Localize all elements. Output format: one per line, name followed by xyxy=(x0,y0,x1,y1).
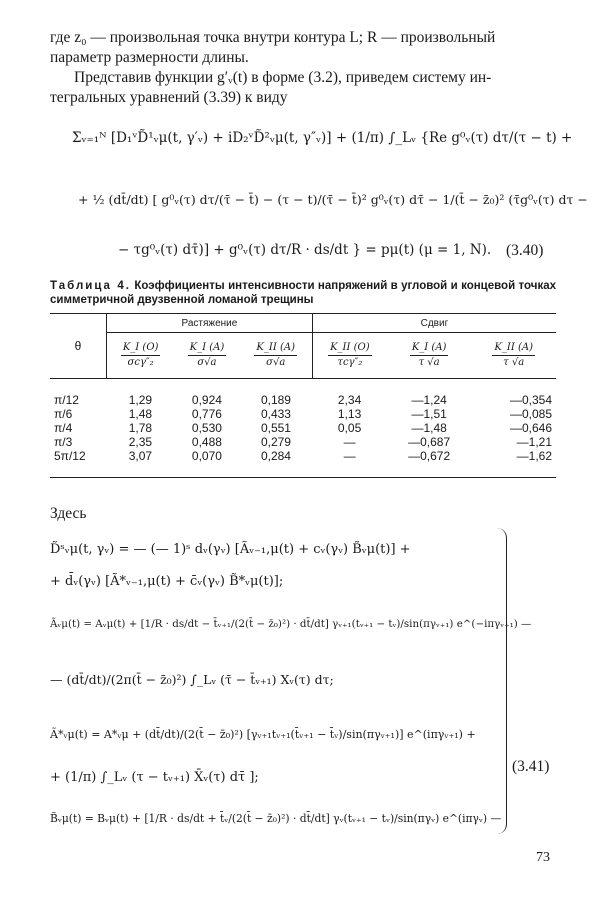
intro-line-4: тегральных уравнений (3.39) к виду xyxy=(50,89,288,106)
cell: 0,189 xyxy=(260,393,291,407)
header-col-1-den: σcγ″₂ xyxy=(127,357,154,368)
header-col-1 xyxy=(107,333,175,379)
equation-3-40-row-2: + ½ (dt̄/dt) [ g⁰ᵥ(τ) dτ/(τ̄ − t̄) − (τ − t)/(τ̄ − t̄)² g⁰ᵥ(τ) dτ̄ − 1/(t̄ − z̄₀)² (τ̄g⁰ᵥ(τ) dτ − xyxy=(78,192,588,207)
equation-3-41-line-2: + d̄ᵥ(γᵥ) [Ã*ᵥ₋₁,μ(t) + c̄ᵥ(γᵥ) B̃*ᵥμ(t)]; xyxy=(50,574,284,589)
equation-3-41-line-5: Ã*ᵥμ(t) = A*ᵥμ + (dt̄/dt)/(2(t̄ − z̄₀)²) [γᵥ₊₁tᵥ₊₁(t̄ᵥ₊₁ − t̄ᵥ)/sin(πγᵥ₊₁)] e^(iπγᵥ₊₁) + xyxy=(50,728,476,741)
cell: 3,07 xyxy=(128,449,153,463)
table-row xyxy=(50,435,556,449)
cell: —0,646 xyxy=(509,421,552,435)
header-col-4 xyxy=(312,333,386,379)
intro-line-3: Представив функции g′ᵥ(t) в форме (3.2), приведем систему ин- xyxy=(74,69,492,86)
cell-theta: π/6 xyxy=(54,407,73,421)
system-brace xyxy=(496,528,507,834)
cell: — xyxy=(343,435,356,449)
table-row xyxy=(50,393,556,407)
cell: 0,05 xyxy=(337,421,362,435)
table-caption-text: Коэффициенты интенсивности напряжений в угловой и концевой точках симметричной двузвенной ломаной трещины xyxy=(50,280,556,306)
cell: 1,29 xyxy=(128,393,153,407)
header-group-tension: Растяжение xyxy=(107,314,313,333)
cell-theta: π/3 xyxy=(54,435,73,449)
header-group-shear: Сдвиг xyxy=(312,314,556,333)
page-number: 73 xyxy=(536,850,550,865)
table-row xyxy=(50,421,556,435)
equation-number-3-40: (3.40) xyxy=(506,242,544,259)
cell-theta: 5π/12 xyxy=(54,449,86,463)
header-col-2-den: σ√a xyxy=(197,357,217,368)
cell: 0,776 xyxy=(191,407,222,421)
cell-theta: π/4 xyxy=(54,421,73,435)
cell: 0,488 xyxy=(191,435,222,449)
here-label: Здесь xyxy=(50,505,87,522)
header-col-6 xyxy=(471,333,556,379)
equation-number-3-41: (3.41) xyxy=(512,758,550,775)
header-col-3 xyxy=(240,333,313,379)
equation-3-41-line-6: + (1/π) ∫_Lᵥ (τ − tᵥ₊₁) X̄ᵥ(τ) dτ̄ ]; xyxy=(50,770,259,785)
intro-line-2: параметр размерности длины. xyxy=(50,49,249,66)
cell: —1,62 xyxy=(516,449,552,463)
cell: 1,78 xyxy=(128,421,153,435)
cell: 2,35 xyxy=(128,435,153,449)
table-caption-title: Таблица 4. xyxy=(50,280,131,292)
table-row xyxy=(50,407,556,421)
cell: 0,279 xyxy=(260,435,291,449)
cell: —0,672 xyxy=(408,449,451,463)
cell: —0,085 xyxy=(509,407,552,421)
cell: —1,21 xyxy=(516,435,552,449)
cell: —1,51 xyxy=(411,407,447,421)
cell: 0,530 xyxy=(191,421,222,435)
cell: 0,924 xyxy=(191,393,222,407)
cell: 1,48 xyxy=(128,407,153,421)
equation-3-40-row-3: − τg⁰ᵥ(τ) dτ̄)] + g⁰ᵥ(τ) dτ/R · ds/dt } = pμ(t) (μ = 1, N). xyxy=(118,242,492,258)
header-col-6-num: K_II (A) xyxy=(492,341,535,356)
equation-3-40-row-1: Σᵥ₌₁ᴺ [D₁ᵛD̃¹ᵥμ(t, γ′ᵥ) + iD₂ᵛD̃²ᵥμ(t, γ″ᵥ)] + (1/π) ∫_Lᵥ {Re g⁰ᵥ(τ) dτ/(τ − t) + xyxy=(72,130,573,146)
equation-3-41-line-1: D̃ˢᵥμ(t, γᵥ) = — (— 1)ˢ dᵥ(γᵥ) [Ãᵥ₋₁,μ(t) + cᵥ(γᵥ) B̃ᵥμ(t)] + xyxy=(50,542,411,557)
header-col-3-den: σ√a xyxy=(266,357,286,368)
intro-line-1: где z₀ — произвольная точка внутри контура L; R — произвольный xyxy=(50,29,496,46)
cell: — xyxy=(343,449,356,463)
header-col-2 xyxy=(174,333,239,379)
intensity-table xyxy=(50,313,556,478)
table-caption xyxy=(50,279,556,307)
table-row xyxy=(50,449,556,463)
cell-theta: π/12 xyxy=(54,393,79,407)
header-col-5-den: τ √a xyxy=(418,357,440,368)
header-col-4-num: K_II (O) xyxy=(328,341,372,356)
header-col-1-num: K_I (O) xyxy=(121,341,161,356)
cell: 0,433 xyxy=(260,407,291,421)
cell: —0,354 xyxy=(509,393,552,407)
header-col-4-den: τcγ″₂ xyxy=(337,357,363,368)
cell: 1,13 xyxy=(337,407,362,421)
header-theta: θ xyxy=(50,314,107,379)
header-col-3-num: K_II (A) xyxy=(254,341,297,356)
equation-3-41-line-7: B̃ᵥμ(t) = Bᵥμ(t) + [1/R · ds/dt + t̄ᵥ/(2(t̄ − z̄₀)²) · dt̄/dt] γᵥ(tᵥ₊₁ − tᵥ)/sin(πγᵥ) e^(iπγᵥ) — xyxy=(50,812,502,825)
header-col-6-den: τ √a xyxy=(503,357,525,368)
cell: 0,284 xyxy=(260,449,291,463)
header-col-5 xyxy=(387,333,472,379)
equation-3-41-line-4: — (dt̄/dt)/(2π(t̄ − z̄₀)²) ∫_Lᵥ (τ̄ − t̄ᵥ₊₁) Xᵥ(τ) dτ; xyxy=(50,672,334,687)
header-col-2-num: K_I (A) xyxy=(188,341,227,356)
cell: 0,551 xyxy=(260,421,291,435)
cell: 0,070 xyxy=(191,449,222,463)
cell: —1,24 xyxy=(411,393,447,407)
header-col-5-num: K_I (A) xyxy=(410,341,449,356)
cell: 2,34 xyxy=(337,393,362,407)
cell: —1,48 xyxy=(411,421,447,435)
cell: —0,687 xyxy=(408,435,451,449)
equation-3-41-line-3: Ãᵥμ(t) = Aᵥμ(t) + [1/R · ds/dt − t̄ᵥ₊₁/(2(t̄ − z̄₀)²) · dt̄/dt] γᵥ₊₁(tᵥ₊₁ − tᵥ)/sin(πγᵥ₊₁) e^(−iπγᵥ₊₁) — xyxy=(50,618,532,630)
